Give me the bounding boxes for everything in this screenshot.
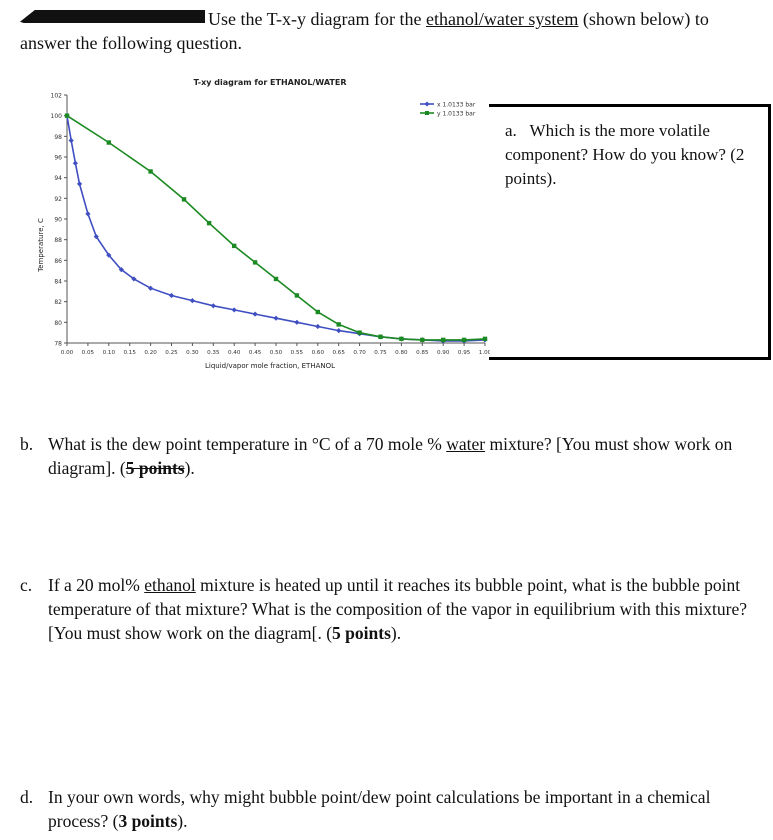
data-point xyxy=(420,338,424,342)
y-tick-label: 86 xyxy=(54,257,62,265)
y-tick-label: 88 xyxy=(54,237,62,245)
x-tick-label: 0.80 xyxy=(395,350,408,356)
x-tick-label: 0.55 xyxy=(290,350,304,356)
data-point xyxy=(207,221,211,225)
x-tick-label: 0.00 xyxy=(60,350,74,356)
y-tick-label: 98 xyxy=(54,133,62,141)
y-tick-label: 82 xyxy=(54,299,62,307)
x-tick-label: 0.50 xyxy=(269,350,283,356)
ethanol-water-system-link: ethanol/water system xyxy=(425,9,579,29)
x-tick-label: 0.10 xyxy=(102,350,116,356)
txy-chart xyxy=(30,70,490,370)
question-c-label: c. xyxy=(20,575,33,595)
question-b-label: b. xyxy=(20,434,34,454)
data-point xyxy=(211,303,216,308)
x-tick-label: 0.85 xyxy=(416,350,429,356)
chart-svg xyxy=(30,70,490,370)
redaction-mark xyxy=(20,10,205,23)
chart-legend xyxy=(420,101,476,117)
question-b: b. What is the dew point temperature in °C of a 70 mole % water mixture? [You must show work on diagram]. (5 points). xyxy=(20,434,733,478)
data-point xyxy=(182,197,186,201)
y-tick-label: 84 xyxy=(54,278,62,286)
intro-text: Use the T-x-y diagram for the ethanol/water system (shown below) to answer the following question. xyxy=(20,9,709,53)
question-d-points: 3 points xyxy=(118,811,178,831)
data-point xyxy=(85,211,90,216)
data-point xyxy=(315,324,320,329)
legend-label: x 1.0133 bar xyxy=(437,101,476,109)
y-tick-label: 96 xyxy=(54,154,62,162)
question-a-text: Which is the more volatile component? How do you know? (2 points). xyxy=(505,121,745,188)
chart-xlabel: Liquid/vapor mole fraction, ETHANOL xyxy=(204,362,336,370)
y-tick-label: 102 xyxy=(50,92,62,100)
data-point xyxy=(483,337,487,341)
data-point xyxy=(399,337,403,341)
series-x-liquid xyxy=(64,113,487,343)
y-tick-label: 80 xyxy=(54,319,62,327)
series-line xyxy=(67,116,485,341)
data-point xyxy=(462,338,466,342)
x-tick-label: 0.75 xyxy=(374,350,387,356)
x-tick-label: 0.45 xyxy=(248,350,262,356)
x-tick-label: 0.15 xyxy=(123,350,136,356)
data-point xyxy=(65,113,69,117)
data-point xyxy=(253,260,257,264)
y-tick-label: 78 xyxy=(54,340,62,348)
x-tick-label: 0.30 xyxy=(186,350,199,356)
x-tick-label: 0.70 xyxy=(353,350,366,356)
data-point xyxy=(295,293,299,297)
data-point xyxy=(232,244,236,248)
data-point xyxy=(337,322,341,326)
x-tick-label: 0.65 xyxy=(332,350,345,356)
x-tick-label: 0.60 xyxy=(311,350,325,356)
y-tick-label: 94 xyxy=(54,175,62,183)
question-a xyxy=(505,119,765,191)
data-point xyxy=(441,338,445,342)
question-c-points: 5 points xyxy=(332,623,391,643)
legend-marker xyxy=(425,102,430,107)
ethanol-term: ethanol xyxy=(144,575,196,595)
data-point xyxy=(357,330,361,334)
x-tick-label: 0.95 xyxy=(457,350,471,356)
question-d: d. In your own words, why might bubble point/dew point calculations be important in a chemical process? (3 points). xyxy=(20,787,711,831)
data-point xyxy=(336,328,341,333)
data-point xyxy=(69,138,74,143)
data-point xyxy=(73,161,78,166)
data-point xyxy=(107,140,111,144)
x-tick-label: 0.35 xyxy=(207,350,220,356)
data-point xyxy=(316,310,320,314)
series-y-vapor xyxy=(65,113,487,342)
data-point xyxy=(294,320,299,325)
x-tick-label: 0.90 xyxy=(436,350,450,356)
series-line xyxy=(67,116,485,340)
data-point xyxy=(77,181,82,186)
question-d-label: d. xyxy=(20,787,34,807)
chart-series-layer xyxy=(64,113,487,343)
x-tick-label: 1.00 xyxy=(478,350,490,356)
question-b-points: 5 points xyxy=(125,458,185,478)
data-point xyxy=(190,298,195,303)
data-point xyxy=(232,307,237,312)
y-tick-label: 100 xyxy=(50,113,62,121)
chart-title: T-xy diagram for ETHANOL/WATER xyxy=(193,78,347,87)
data-point xyxy=(274,277,278,281)
data-point xyxy=(253,311,258,316)
water-term: water xyxy=(446,434,486,454)
y-tick-label: 90 xyxy=(54,216,62,224)
data-point xyxy=(148,169,152,173)
data-point xyxy=(378,335,382,339)
x-tick-label: 0.25 xyxy=(165,350,178,356)
question-c: c. If a 20 mol% ethanol mixture is heated up until it reaches its bubble point, what is the bubble point temperature of that mixture? What is the composition of the vapor in equilibrium with this mixture? [You must show work on the diagram[. (5 points). xyxy=(20,575,748,643)
x-tick-label: 0.05 xyxy=(81,350,95,356)
legend-label: y 1.0133 bar xyxy=(437,110,476,118)
data-point xyxy=(273,316,278,321)
x-tick-label: 0.40 xyxy=(227,350,241,356)
legend-marker xyxy=(425,111,429,115)
data-point xyxy=(169,293,174,298)
question-a-label: a. xyxy=(505,121,517,140)
chart-ylabel: Temperature, C xyxy=(37,218,45,272)
y-tick-label: 92 xyxy=(54,195,62,203)
x-tick-label: 0.20 xyxy=(144,350,157,356)
